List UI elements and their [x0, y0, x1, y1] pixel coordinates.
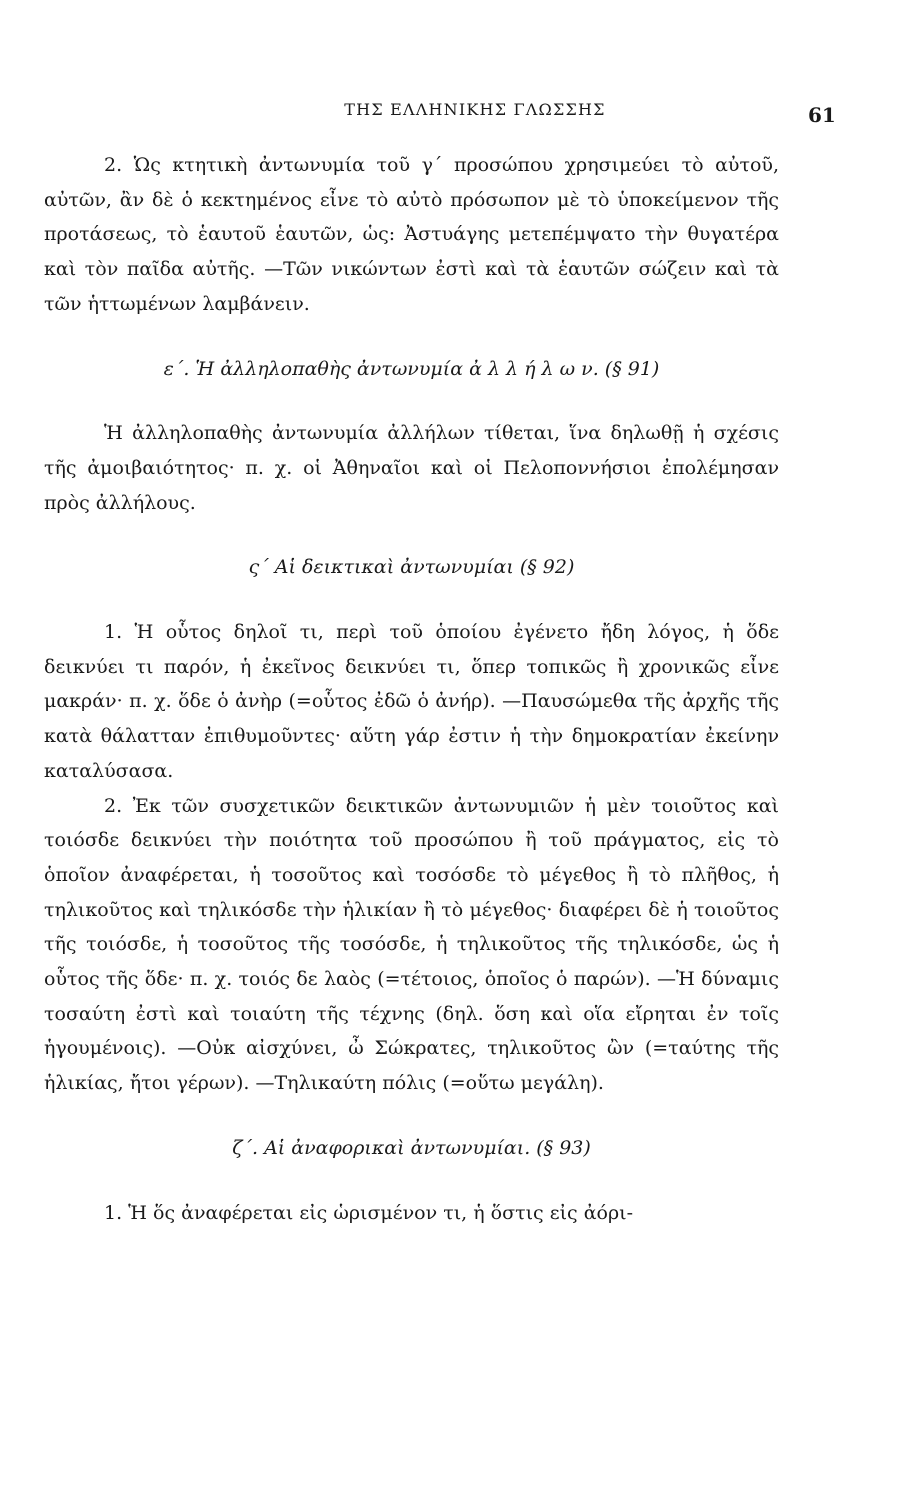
paragraph-demonstrative-2: 2. Ἐκ τῶν συσχετικῶν δεικτικῶν ἀντωνυμιῶν ἡ μὲν τοιοῦτος καὶ τοιόσδε δεικνύει τὴν ποιότητα τοῦ προσώπου ἢ τοῦ πράγματος, εἰς τὸ ὁποῖον ἀναφέρεται, ἡ τοσοῦτος καὶ τοσόσδε τὸ μέγεθος ἢ τὸ πλῆθος, ἡ τηλικοῦτος καὶ τηλικόσδε τὴν ἡλικίαν ἢ τὸ μέγεθος· διαφέρει δὲ ἡ τοιοῦτος τῆς τοιόσδε, ἡ τοσοῦτος τῆς τοσόσδε, ἡ τηλικοῦτος τῆς τηλικόσδε, ὡς ἡ οὗτος τῆς ὅδε· π. χ. τοιός δε λαὸς (=τέτοιος, ὁποῖος ὁ παρών). —Ἡ δύναμις τοσαύτη ἐστὶ καὶ τοιαύτη τῆς τέχνης (δηλ. ὅση καὶ οἵα εἴρηται ἐν τοῖς ἡγουμένοις). —Οὐκ αἰσχύνει, ὦ Σώκρατες, τηλικοῦτος ὢν (=ταύτης τῆς ἡλικίας, ἤτοι γέρων). —Τηλικαύτη πόλις (=οὕτω μεγάλη).	[44, 794, 779, 1095]
section-heading-relative: ζ΄. Αἱ ἀναφορικαὶ ἀντωνυμίαι. (§ 93)	[232, 1136, 591, 1159]
page-number: 61	[808, 103, 836, 127]
section-heading-demonstrative: ς΄ Αἱ δεικτικαὶ ἀντωνυμίαι (§ 92)	[248, 556, 575, 579]
paragraph-possessive: 2. Ὡς κτητικὴ ἀντωνυμία τοῦ γ΄ προσώπου χρησιμεύει τὸ αὐτοῦ, αὐτῶν, ἂν δὲ ὁ κεκτημένος εἶνε τὸ αὐτὸ πρόσωπον μὲ τὸ ὑποκείμενον τῆς προτάσεως, τὸ ἑαυτοῦ ἑαυτῶν, ὡς: Ἀστυάγης μετεπέμψατο τὴν θυγατέρα καὶ τὸν παῖδα αὐτῆς. —Τῶν νικώντων ἐστὶ καὶ τὰ ἑαυτῶν σώζειν καὶ τὰ τῶν ἡττωμένων λαμβάνειν.	[44, 154, 779, 315]
running-title: ΤΗΣ ΕΛΛΗΝΙΚΗΣ ΓΛΩΣΣΗΣ	[344, 100, 606, 119]
paragraph-demonstrative-1: 1. Ἡ οὗτος δηλοῖ τι, περὶ τοῦ ὁποίου ἐγένετο ἤδη λόγος, ἡ ὅδε δεικνύει τι παρόν, ἡ ἐκεῖνος δεικνύει τι, ὅπερ τοπικῶς ἢ χρονικῶς εἶνε μακράν· π. χ. ὅδε ὁ ἀνὴρ (=οὗτος ἐδῶ ὁ ἀνήρ). —Παυσώμεθα τῆς ἀρχῆς τῆς κατὰ θάλατταν ἐπιθυμοῦντες· αὕτη γάρ ἐστιν ἡ τὴν δημοκρατίαν ἐκείνην καταλύσασα.	[44, 621, 779, 782]
body-text	[44, 148, 779, 1230]
section-heading-reciprocal: ε΄. Ἡ ἀλληλοπαθὴς ἀντωνυμία ἀ λ λ ή λ ω ν. (§ 91)	[163, 357, 660, 380]
paragraph-relative-1: 1. Ἡ ὅς ἀναφέρεται εἰς ὡρισμένον τι, ἡ ὅστις εἰς ἀόρι-	[104, 1201, 634, 1224]
paragraph-reciprocal: Ἡ ἀλληλοπαθὴς ἀντωνυμία ἀλλήλων τίθεται, ἵνα δηλωθῇ ἡ σχέσις τῆς ἀμοιβαιότητος· π. χ. οἱ Ἀθηναῖοι καὶ οἱ Πελοποννήσιοι ἐπολέμησαν πρὸς ἀλλήλους.	[44, 422, 779, 514]
